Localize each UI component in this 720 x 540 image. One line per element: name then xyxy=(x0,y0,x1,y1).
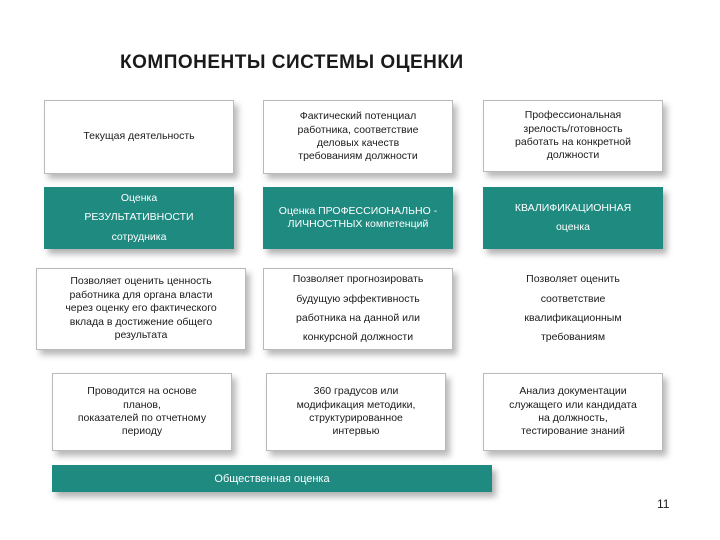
allows-line: требованиям xyxy=(540,331,606,344)
method-line: структурированное xyxy=(309,412,403,424)
allows-line: конкурсной должности xyxy=(302,331,414,344)
assessment-line: сотрудника xyxy=(111,230,167,243)
page-number: 11 xyxy=(657,497,670,511)
method-line: служащего или кандидата xyxy=(509,398,637,411)
allows-line: квалификационным xyxy=(524,312,622,324)
allows-box-value xyxy=(36,268,246,350)
header-line: должности xyxy=(546,149,600,162)
allows-box-forecast xyxy=(263,268,453,350)
assessment-line: РЕЗУЛЬТАТИВНОСТИ xyxy=(84,211,194,224)
assessment-box-qualification xyxy=(483,187,663,249)
assessment-box-competencies xyxy=(263,187,453,249)
method-line: периоду xyxy=(121,425,163,438)
allows-line: через оценку его фактического xyxy=(65,302,217,315)
allows-line: Позволяет оценить ценность xyxy=(70,275,212,288)
method-line: модификация методики, xyxy=(296,398,416,411)
header-line: требованиям должности xyxy=(298,150,418,163)
header-box-professional-maturity xyxy=(483,100,663,172)
method-line: планов, xyxy=(123,398,161,411)
assessment-line: ЛИЧНОСТНЫХ компетенций xyxy=(287,218,429,230)
assessment-line: КВАЛИФИКАЦИОННАЯ xyxy=(514,201,632,214)
allows-line: соответствие xyxy=(540,292,606,305)
allows-line: работника на данной или xyxy=(296,312,420,324)
assessment-line: Оценка ПРОФЕССИОНАЛЬНО - xyxy=(278,204,438,217)
public-assessment-label: Общественная оценка xyxy=(214,472,330,485)
method-box-360 xyxy=(266,373,446,451)
header-line: Фактический потенциал xyxy=(299,110,417,123)
header-line: деловых качеств xyxy=(316,137,400,149)
allows-line: работника для органа власти xyxy=(69,288,213,301)
allows-line: результата xyxy=(114,329,168,342)
allows-line: вклада в достижение общего xyxy=(69,315,213,328)
method-box-document-analysis xyxy=(483,373,663,451)
assessment-box-effectiveness xyxy=(44,187,234,249)
header-box-current-activity xyxy=(44,100,234,174)
header-box-actual-potential xyxy=(263,100,453,174)
assessment-line: Оценка xyxy=(120,191,158,204)
header-line: работать на конкретной xyxy=(515,136,631,148)
slide-title: КОМПОНЕНТЫ СИСТЕМЫ ОЦЕНКИ xyxy=(120,52,464,73)
method-line: на должность, xyxy=(538,412,608,424)
header-line: Профессиональная xyxy=(524,109,622,122)
assessment-line: оценка xyxy=(555,221,591,233)
method-line: Проводится на основе xyxy=(87,385,197,398)
method-line: тестирование знаний xyxy=(521,425,625,438)
allows-line: Позволяет прогнозировать xyxy=(292,273,424,286)
method-line: показателей по отчетному xyxy=(77,412,207,424)
header-line: работника, соответствие xyxy=(297,123,419,136)
header-line: зрелость/готовность xyxy=(523,122,623,135)
header-text: Текущая деятельность xyxy=(83,130,195,143)
method-box-plans xyxy=(52,373,232,451)
method-line: 360 градусов или xyxy=(313,385,399,398)
allows-box-compliance xyxy=(483,268,663,350)
method-line: интервью xyxy=(332,425,380,438)
allows-line: будущую эффективность xyxy=(296,292,420,305)
public-assessment-bar xyxy=(52,465,492,492)
method-line: Анализ документации xyxy=(519,385,627,398)
allows-line: Позволяет оценить xyxy=(526,273,620,286)
